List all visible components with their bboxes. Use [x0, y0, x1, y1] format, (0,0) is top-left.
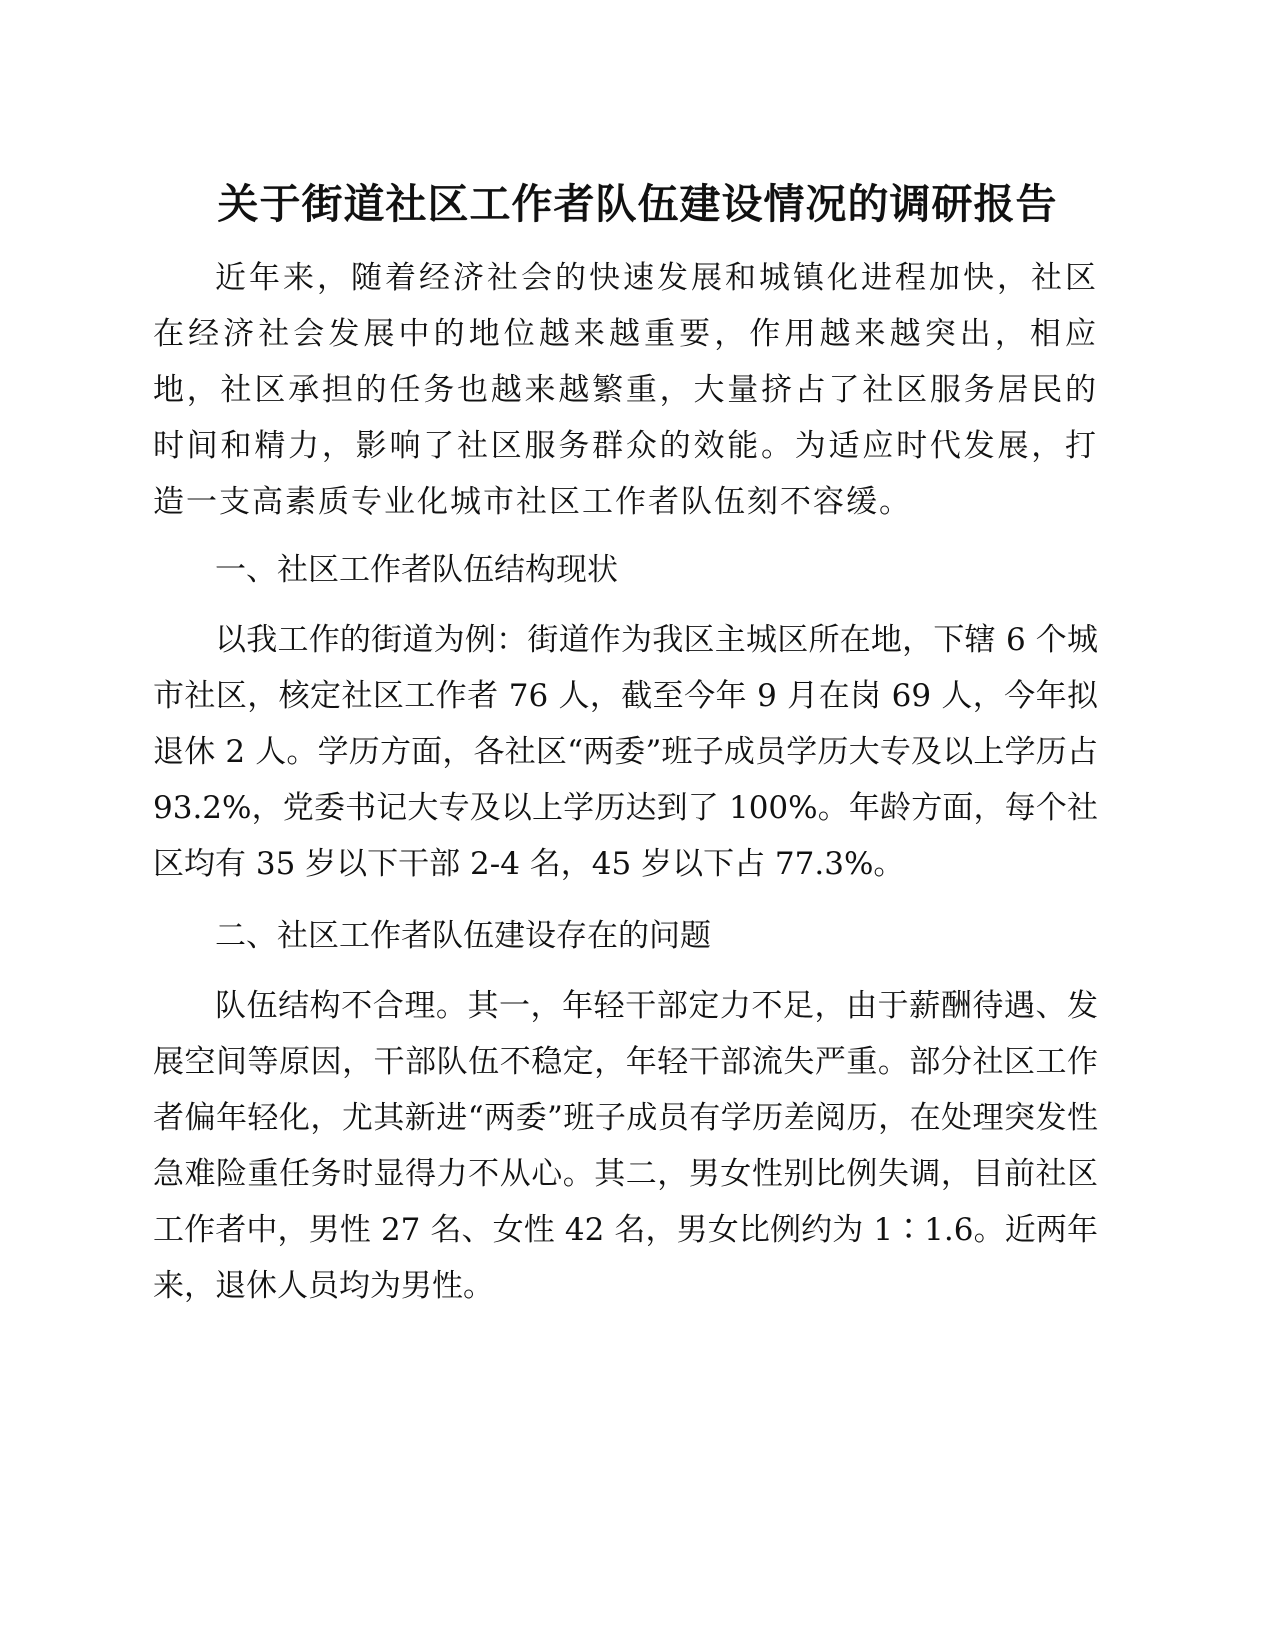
- problems-paragraph: 队伍结构不合理。其一，年轻干部定力不足，由于薪酬待遇、发展空间等原因，干部队伍不稳定，年轻干部流失严重。部分社区工作者偏年轻化，尤其新进“两委”班子成员有学历差阅历，在处理突发性急难险重任务时显得力不从心。其二，男女性别比例失调，目前社区工作者中，男性 27 名、女性 42 名，男女比例约为 1∶1.6。近两年来，退休人员均为男性。: [153, 988, 1098, 1304]
- section-heading-1: 一、社区工作者队伍结构现状: [215, 552, 618, 588]
- document-title: 关于街道社区工作者队伍建设情况的调研报告: [217, 180, 1058, 228]
- structure-paragraph: 以我工作的街道为例：街道作为我区主城区所在地，下辖 6 个城市社区，核定社区工作者 76 人，截至今年 9 月在岗 69 人，今年拟退休 2 人。学历方面，各社区“两委”班子成员学历大专及以上学历占 93.2%，党委书记大专及以上学历达到了 100%。年龄方面，每个社区均有 35 岁以下干部 2-4 名，45 岁以下占 77.3%。: [153, 622, 1098, 882]
- intro-paragraph: 近年来，随着经济社会的快速发展和城镇化进程加快，社区在经济社会发展中的地位越来越重要，作用越来越突出，相应地，社区承担的任务也越来越繁重，大量挤占了社区服务居民的时间和精力，影响了社区服务群众的效能。为适应时代发展，打造一支高素质专业化城市社区工作者队伍刻不容缓。: [153, 260, 1098, 520]
- section-heading-2: 二、社区工作者队伍建设存在的问题: [215, 918, 711, 954]
- document-body: [153, 250, 1098, 1314]
